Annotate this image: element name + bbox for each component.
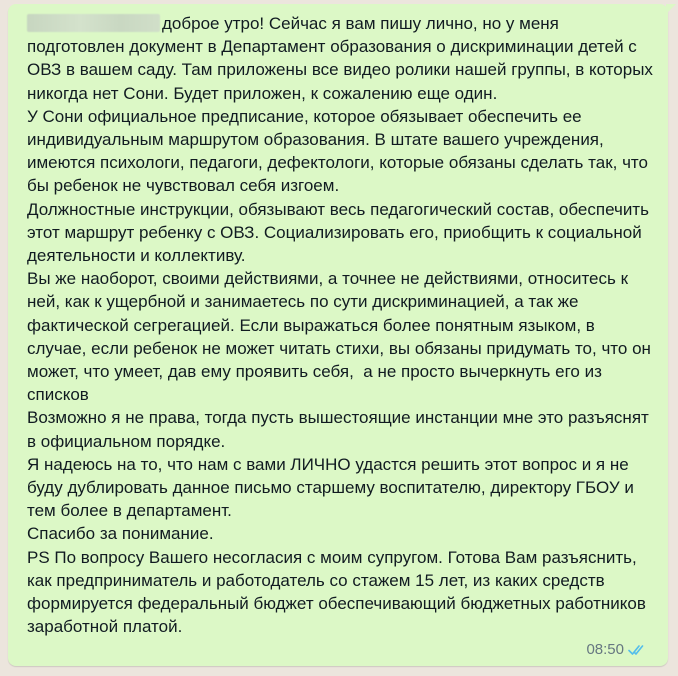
message-line: Возможно я не права, тогда пусть вышестоящие инстанции мне это разъяснят в официальном порядке. — [27, 408, 654, 451]
message-line: Должностные инструкции, обязывают весь педагогический состав, обеспечить этот маршрут ребенку с ОВЗ. Социализировать его, приобщить к социальной деятельности и коллективу. — [27, 199, 654, 266]
double-check-read-icon — [628, 644, 646, 656]
message-line: У Сони официальное предписание, которое обязывает обеспечить ее индивидуальным маршрутом образования. В штате вашего учреждения, имеются психологи, педагоги, дефектологи, которые обязаны сделать так, что бы ребенок не чувствовал себя изгоем. — [27, 106, 653, 196]
message-greeting — [27, 12, 658, 105]
message-greeting-text: доброе утро! Сейчас я вам пишу лично, но у меня подготовлен документ в Департамент образования о дискриминации детей с ОВЗ в вашем саду. Там приложены все видео ролики нашей группы, в которых никогда нет Сони. Будет приложен, к сожалению еще один. — [27, 14, 658, 103]
redacted-recipient-name — [27, 14, 160, 32]
message-line: PS По вопросу Вашего несогласия с моим супругом. Готова Вам разъяснить, как предприниматель и работодатель со стажем 15 лет, из каких средств формируется федеральный бюджет обеспечивающий бюджетных работников заработной платой. — [27, 547, 651, 637]
message-time: 08:50 — [586, 641, 624, 658]
outgoing-message-bubble[interactable] — [8, 4, 668, 666]
message-text — [27, 12, 658, 638]
message-line: Спасибо за понимание. — [27, 524, 214, 544]
message-line: Я надеюсь на то, что нам с вами ЛИЧНО удастся решить этот вопрос и я не буду дублировать данное письмо старшему воспитателю, директору ГБОУ и тем более в департамент. — [27, 454, 639, 521]
message-line: Вы же наоборот, своими действиями, а точнее не действиями, относитесь к ней, как к ущербной и занимаетесь по сути дискриминацией, а так же фактической сегрегацией. Если выражаться более понятным языком, в случае, если ребенок не может читать стихи, вы обязаны придумать то, что он может, что умеет, дав ему проявить себя, а не просто вычеркнуть его из списков — [27, 269, 656, 405]
message-meta — [586, 641, 646, 658]
bubble-tail — [666, 4, 676, 14]
